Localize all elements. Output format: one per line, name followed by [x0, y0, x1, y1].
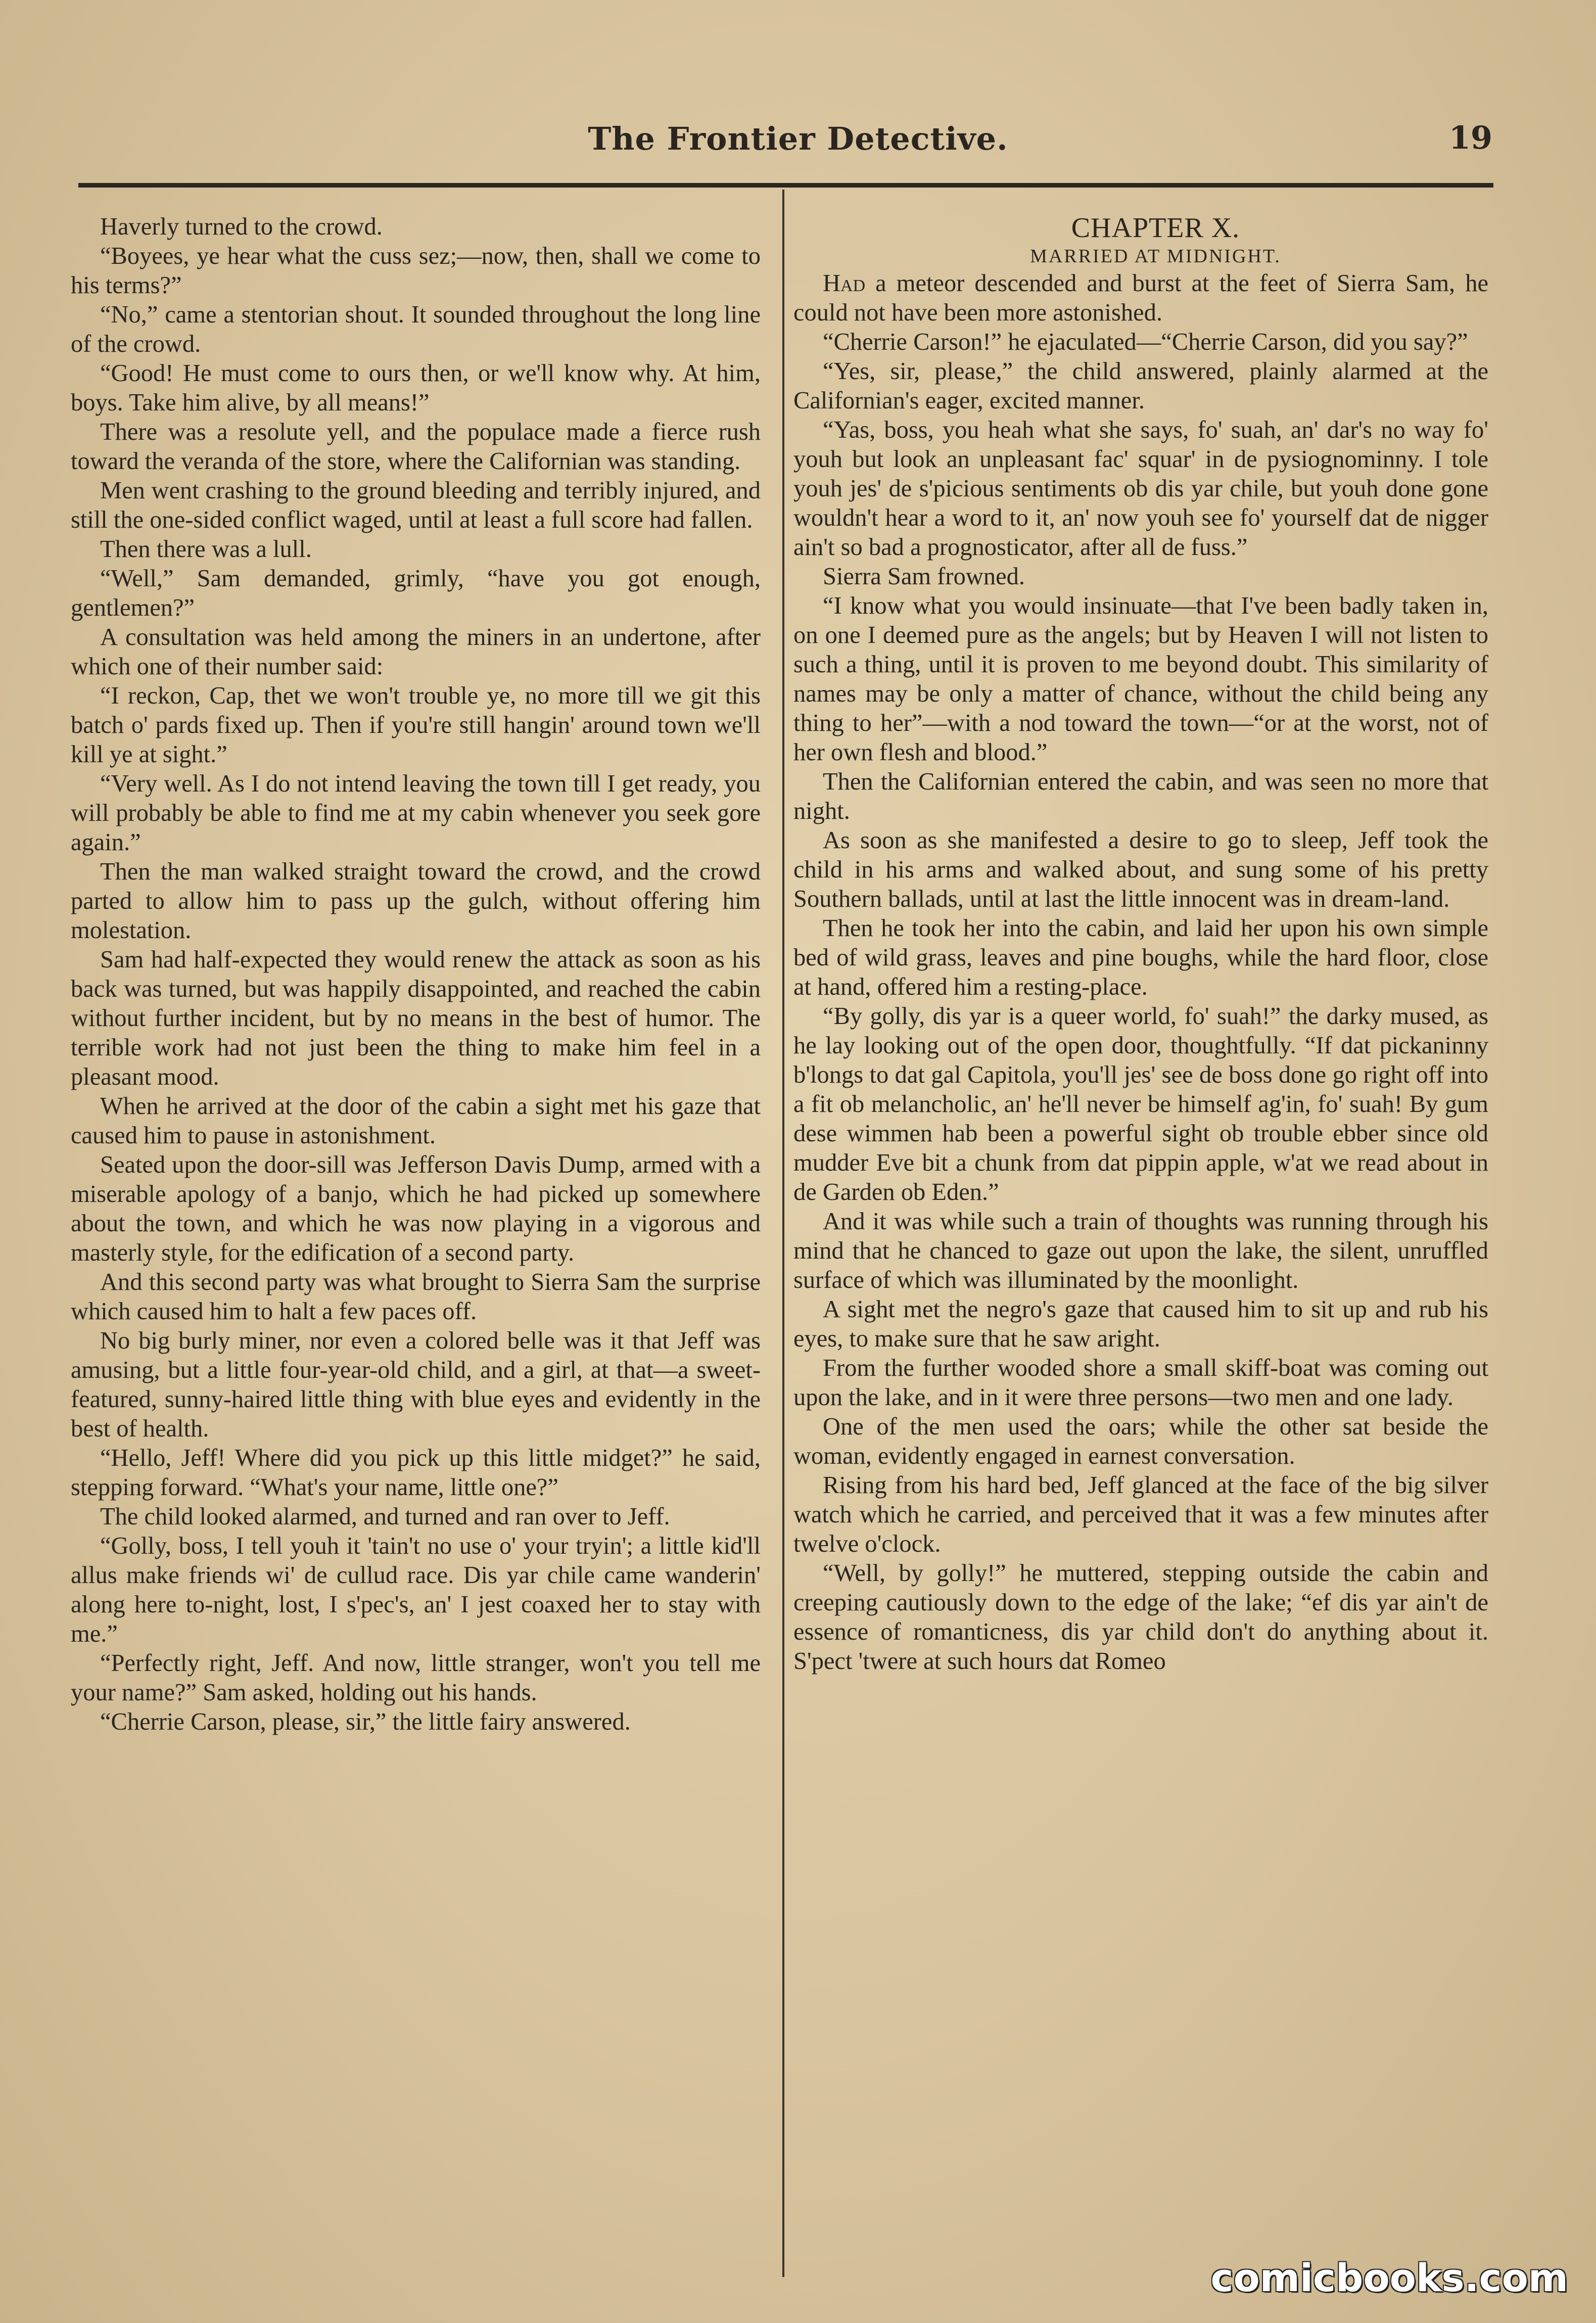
- paragraph: Seated upon the door-sill was Jefferson Davis Dump, armed with a miserable apology of a banjo, which he had picked up somewhere about the town, and which he was now playing in a vigorous and masterly style, for the edification of a second party.: [71, 1151, 761, 1266]
- column-divider: [782, 190, 784, 2277]
- paragraph: Then there was a lull.: [100, 536, 312, 563]
- paragraph: Then he took her into the cabin, and laid her upon his own simple bed of wild grass, leaves and pine boughs, while the hard floor, close at hand, offered him a resting-place.: [793, 915, 1488, 1000]
- paragraph: Haverly turned to the crowd.: [100, 213, 383, 240]
- paragraph: As soon as she manifested a desire to go to sleep, Jeff took the child in his arms and walked about, and sung some of his pretty Southern ballads, until at last the little innocent was in dream-land.: [793, 827, 1488, 912]
- chapter-subtitle: MARRIED AT MIDNIGHT.: [1030, 246, 1281, 267]
- paragraph: “Yas, boss, you heah what she says, fo' suah, an' dar's no way fo' youh but look an unpleasant fac' squar' in de pysiognominny. I tole youh jes' de s'picious sentiments ob dis yar chile, but youh done gone wouldn't hear a word to it, an' now youh see fo' yourself dat de nigger ain't so bad a prognosticator, after all de fuss.”: [793, 416, 1488, 561]
- paragraph: And it was while such a train of thoughts was running through his mind that he chanced to gaze out upon the lake, the silent, unruffled surface of which was illuminated by the moonlight.: [793, 1208, 1488, 1293]
- lead-word: Had: [823, 270, 866, 297]
- paragraph: And this second party was what brought to Sierra Sam the surprise which caused him to halt a few paces off.: [71, 1269, 761, 1325]
- paragraph: When he arrived at the door of the cabin a sight met his gaze that caused him to pause in astonishment.: [71, 1093, 761, 1149]
- paragraph: “No,” came a stentorian shout. It sounded throughout the long line of the crowd.: [71, 301, 761, 357]
- paragraph: No big burly miner, nor even a colored belle was it that Jeff was amusing, but a little four-year-old child, and a girl, at that—a sweet-featured, sunny-haired little thing with blue eyes and evidently in the best of health.: [71, 1327, 761, 1442]
- paragraph: From the further wooded shore a small skiff-boat was coming out upon the lake, and in it were three persons—two men and one lady.: [793, 1355, 1488, 1411]
- paragraph: There was a resolute yell, and the populace made a fierce rush toward the veranda of the store, where the Californian was standing.: [71, 419, 761, 475]
- paragraph: Sierra Sam frowned.: [823, 563, 1025, 590]
- paragraph: Then the Californian entered the cabin, and was seen no more that night.: [793, 768, 1488, 824]
- paragraph: “Golly, boss, I tell youh it 'tain't no use o' your tryin'; a little kid'll allus make friends wi' de cullud race. Dis yar chile came wanderin' along here to-night, lost, I s'pec's, an' I jest coaxed her to stay with me.”: [71, 1532, 761, 1647]
- paragraph: A sight met the negro's gaze that caused him to sit up and rub his eyes, to make sure that he saw aright.: [793, 1296, 1488, 1352]
- paragraph: A consultation was held among the miners in an undertone, after which one of their number said:: [71, 624, 761, 680]
- paragraph: “Hello, Jeff! Where did you pick up this little midget?” he said, stepping forward. “What's your name, little one?”: [71, 1445, 761, 1501]
- site-watermark: comicbooks.com: [1210, 2255, 1568, 2300]
- right-column-paragraphs: [793, 328, 1488, 1676]
- paragraph: “Well,” Sam demanded, grimly, “have you got enough, gentlemen?”: [71, 565, 761, 621]
- paragraph: “I reckon, Cap, thet we won't trouble ye, no more till we git this batch o' pards fixed up. Then if you're still hangin' around town we'll kill ye at sight.”: [71, 682, 761, 768]
- paragraph: “Cherrie Carson, please, sir,” the little fairy answered.: [100, 1708, 631, 1735]
- paragraph: “Boyees, ye hear what the cuss sez;—now, then, shall we come to his terms?”: [71, 243, 761, 299]
- paragraph: Men went crashing to the ground bleeding and terribly injured, and still the one-sided conflict waged, until at least a full score had fallen.: [71, 477, 761, 533]
- paragraph: Then the man walked straight toward the crowd, and the crowd parted to allow him to pass up the gulch, without offering him molestation.: [71, 858, 761, 944]
- chapter-first-paragraph: [793, 269, 1488, 328]
- paragraph: Sam had half-expected they would renew the attack as soon as his back was turned, but was happily disappointed, and reached the cabin without further incident, but by no means in the best of humor. The terrible work had not just been the thing to make him feel in a pleasant mood.: [71, 946, 761, 1090]
- paragraph: “Cherrie Carson!” he ejaculated—“Cherrie Carson, did you say?”: [823, 329, 1468, 355]
- paragraph: Rising from his hard bed, Jeff glanced at the face of the big silver watch which he carried, and perceived that it was a few minutes after twelve o'clock.: [793, 1472, 1488, 1557]
- first-paragraph-text: a meteor descended and burst at the feet of Sierra Sam, he could not have been more astonished.: [793, 270, 1488, 326]
- paragraph: “I know what you would insinuate—that I've been badly taken in, on one I deemed pure as the angels; but by Heaven I will not listen to such a thing, until it is proven to me beyond doubt. This similarity of names may be only a matter of chance, without the child being any thing to her”—with a nod toward the town—“or at the worst, not of her own flesh and blood.”: [793, 592, 1488, 766]
- paragraph: “By golly, dis yar is a queer world, fo' suah!” the darky mused, as he lay looking out of the open door, thoughtfully. “If dat pickaninny b'longs to dat gal Capitola, you'll jes' see de boss done go right off into a fit ob melancholic, an' he'll never be himself ag'in, fo' suah! By gum dese wimmen hab been a powerful sight ob trouble ebber since old mudder Eve bit a chunk from dat pippin apple, w'at we read about in de Garden ob Eden.”: [793, 1003, 1488, 1205]
- page-number: 19: [1448, 119, 1492, 156]
- left-column: [71, 212, 761, 1737]
- header-rule: [78, 183, 1493, 188]
- paragraph: “Good! He must come to ours then, or we'll know why. At him, boys. Take him alive, by all means!”: [71, 360, 761, 416]
- paragraph: The child looked alarmed, and turned and ran over to Jeff.: [100, 1503, 670, 1530]
- page-header-title: The Frontier Detective.: [588, 120, 1008, 157]
- chapter-title: CHAPTER X.: [1071, 212, 1240, 244]
- right-column: [793, 212, 1488, 1676]
- paragraph: “Well, by golly!” he muttered, stepping outside the cabin and creeping cautiously down to the edge of the lake; “ef dis yar ain't de essence of romanticness, dis yar child don't do anything about it. S'pect 'twere at such hours dat Romeo: [793, 1560, 1488, 1675]
- paragraph: One of the men used the oars; while the other sat beside the woman, evidently engaged in earnest conversation.: [793, 1413, 1488, 1469]
- paragraph: “Yes, sir, please,” the child answered, plainly alarmed at the Californian's eager, excited manner.: [793, 358, 1488, 414]
- paragraph: “Perfectly right, Jeff. And now, little stranger, won't you tell me your name?” Sam asked, holding out his hands.: [71, 1650, 761, 1706]
- paragraph: “Very well. As I do not intend leaving the town till I get ready, you will probably be able to find me at my cabin whenever you seek gore again.”: [71, 770, 761, 856]
